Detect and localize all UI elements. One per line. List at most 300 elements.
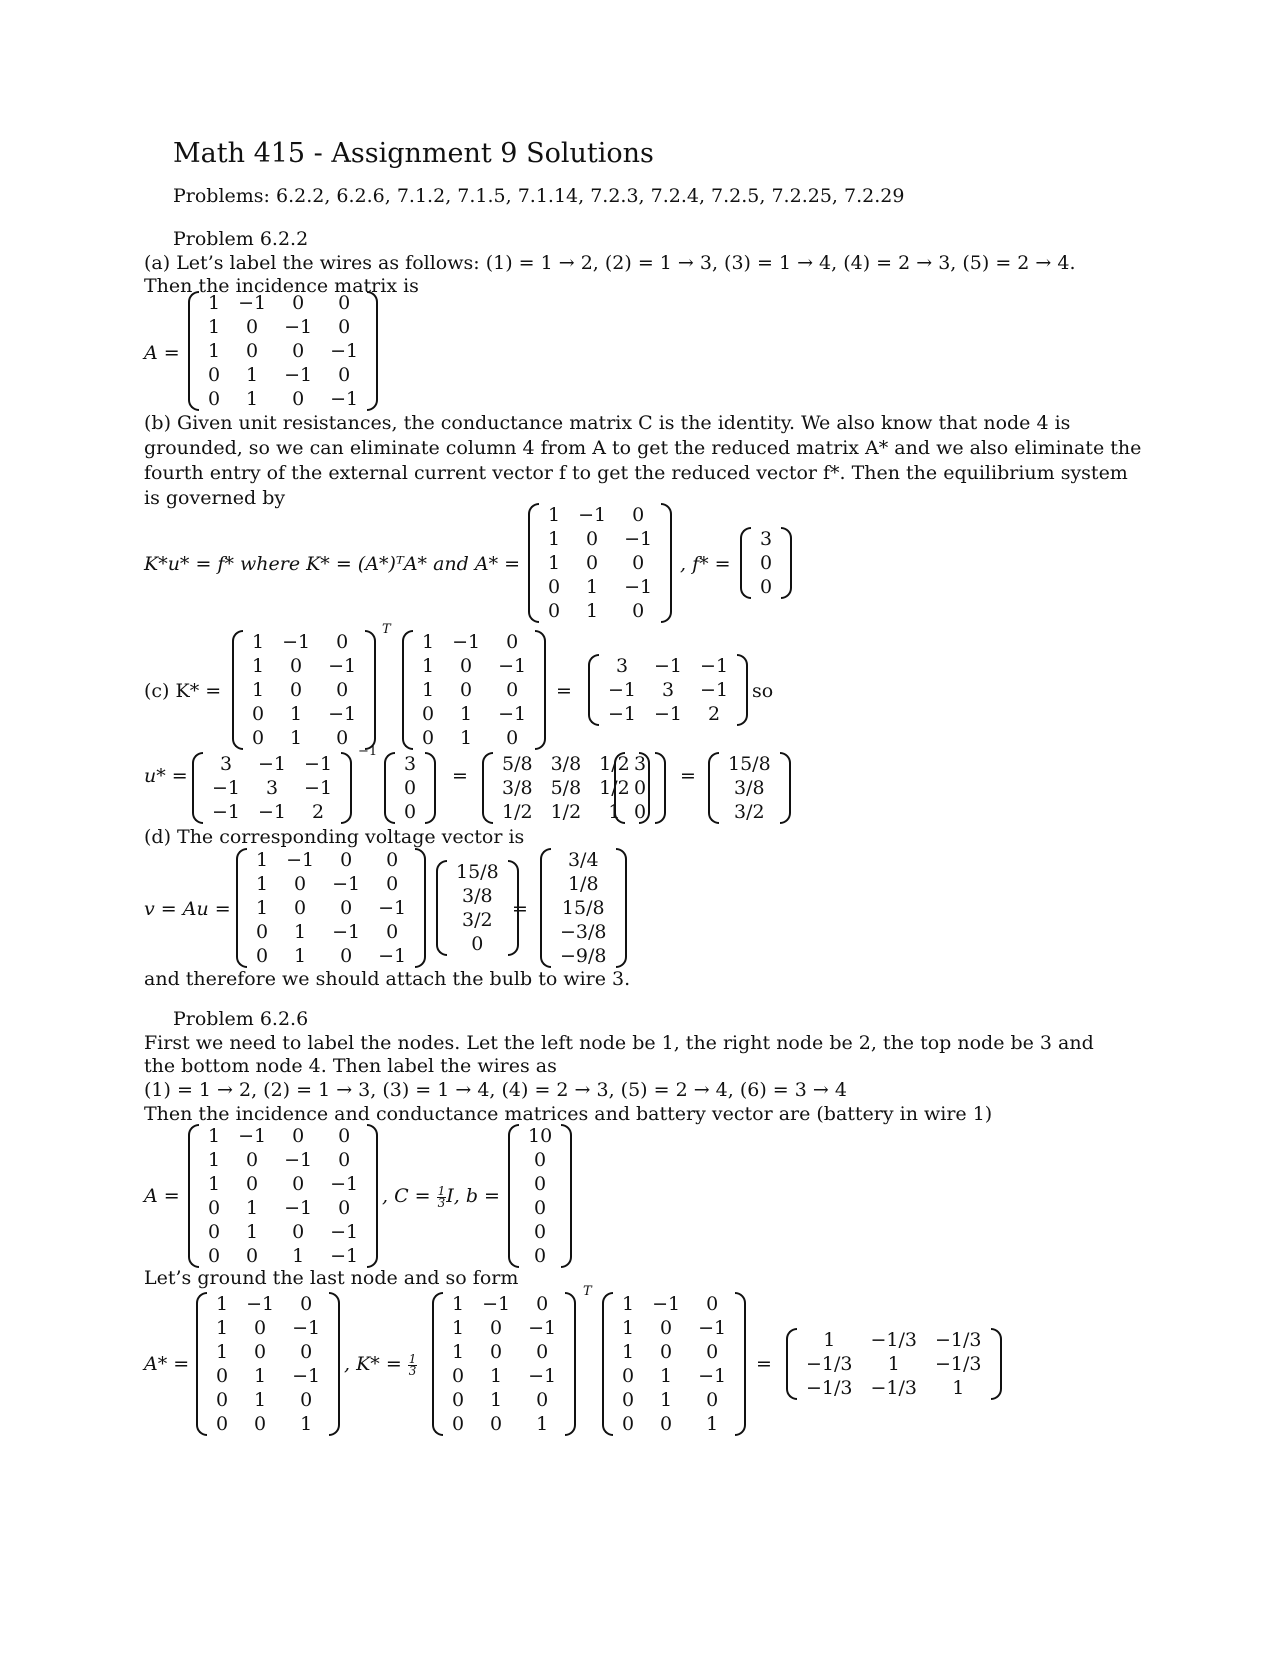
one-third-fraction: $\frac{1}{3}$	[408, 1351, 417, 1378]
matrix-entry: 0	[660, 1413, 673, 1435]
matrix-entry: −1	[258, 753, 287, 775]
matrix-entry: 0	[586, 528, 599, 550]
matrix-entry: −1	[332, 921, 361, 943]
matrix-entry: 0	[256, 945, 269, 967]
matrix-entry: 0	[660, 1317, 673, 1339]
problem-626-heading: Problem 6.2.6	[173, 1008, 309, 1030]
matrix-entry: 1	[300, 1413, 313, 1435]
matrix-entry: 1	[622, 1317, 635, 1339]
matrix-entry: 2	[707, 703, 721, 725]
matrix-entry: 1	[256, 873, 269, 895]
p626-line3: (1) = 1 → 2, (2) = 1 → 3, (3) = 1 → 4, (4) = 2 → 3, (5) = 2 → 4, (6) = 3 → 4	[144, 1079, 847, 1101]
matrix-entry: 0	[622, 1389, 635, 1411]
matrix-entry: −1	[332, 873, 361, 895]
p626-Kstar-Astar-2	[602, 1292, 746, 1436]
right-bracket	[991, 1328, 1002, 1400]
matrix-entry: −1	[528, 1317, 557, 1339]
matrix-entry: 0	[246, 340, 259, 362]
left-bracket	[482, 752, 493, 824]
matrix-entry: −1	[608, 679, 637, 701]
matrix-entry: 0	[460, 655, 473, 677]
left-bracket	[196, 1292, 207, 1436]
matrix-entry: 0	[706, 1293, 719, 1315]
p626-Kstar-label	[344, 1352, 417, 1377]
left-bracket	[614, 752, 625, 824]
matrix-entry: 0	[290, 679, 303, 701]
p626-A-label: A =	[144, 1185, 180, 1207]
matrix-entry: 1	[452, 1317, 465, 1339]
matrix-entry: 2	[311, 801, 325, 823]
left-bracket	[508, 1124, 519, 1268]
matrix-entry: 0	[386, 921, 399, 943]
matrix-entry: 1	[256, 897, 269, 919]
matrix-entry: −1	[330, 1221, 359, 1243]
matrix-entry: 15/8	[728, 753, 771, 775]
matrix-entry: 0	[404, 777, 417, 799]
transpose-mark: T	[382, 622, 391, 637]
matrix-entry: 1	[246, 364, 259, 386]
matrix-entry: 1/2	[599, 753, 630, 775]
matrix-entry: −1	[304, 777, 333, 799]
matrix-entry: 0	[506, 679, 519, 701]
matrix-entry: 1	[460, 727, 473, 749]
p622-so: so	[752, 680, 774, 702]
matrix-entry: 1	[823, 1329, 836, 1351]
matrix-entry: 1	[294, 945, 307, 967]
p622-b-text: (b) Given unit resistances, the conductance matrix C is the identity. We also know that node 4 is grounded, so we can eliminate column 4 from A to get the reduced matrix A* and we also eliminate the fourth entry of the external current vector f to get the reduced vector f*. Then the equilibrium system is governed by	[144, 412, 1142, 509]
p622-a-line1: (a) Let’s label the wires as follows: (1) = 1 → 2, (2) = 1 → 3, (3) = 1 → 4, (4) = 2 → 3, (5) = 2 → 4.	[144, 252, 1076, 274]
p622-matrix-Astar	[528, 503, 672, 623]
matrix-entry: 0	[292, 340, 305, 362]
matrix-entry: −1	[498, 703, 527, 725]
matrix-entry: −1	[292, 1317, 321, 1339]
p626-ground-line: Let’s ground the last node and so form	[144, 1267, 519, 1289]
matrix-entry: 1	[452, 1341, 465, 1363]
matrix-entry: 0	[208, 1197, 221, 1219]
matrix-entry: −3/8	[560, 921, 607, 943]
matrix-entry: 0	[208, 1221, 221, 1243]
matrix-entry: 0	[534, 1221, 547, 1243]
matrix-entry: 15/8	[561, 897, 605, 919]
p626-matrix-K	[786, 1328, 1002, 1400]
matrix-entry: 0	[632, 504, 645, 526]
matrix-entry: 0	[760, 552, 773, 574]
matrix-entry: −1	[330, 1245, 359, 1267]
matrix-entry: 1	[246, 1197, 259, 1219]
one-third-fraction: $\frac{1}{3}$	[437, 1183, 446, 1210]
matrix-entry: −9/8	[560, 945, 607, 967]
matrix-entry: 1	[208, 1149, 221, 1171]
matrix-entry: −1	[654, 655, 683, 677]
matrix-entry: 3/8	[550, 753, 582, 775]
matrix-entry: 1	[608, 801, 621, 823]
p626-Astar-label: A* =	[144, 1353, 190, 1375]
matrix-entry: 3/8	[502, 777, 533, 799]
right-bracket	[735, 1292, 746, 1436]
matrix-entry: −1	[608, 703, 637, 725]
matrix-entry: 0	[340, 945, 353, 967]
matrix-entry: 0	[254, 1317, 267, 1339]
matrix-entry: −1	[238, 1125, 267, 1147]
matrix-entry: 3	[615, 655, 629, 677]
matrix-entry: 0	[506, 631, 519, 653]
matrix-entry: 0	[294, 873, 307, 895]
right-bracket	[781, 527, 792, 599]
matrix-entry: 0	[246, 1149, 259, 1171]
matrix-entry: 1	[254, 1389, 267, 1411]
matrix-entry: 0	[216, 1365, 229, 1387]
p626-line2: the bottom node 4. Then label the wires as	[144, 1055, 557, 1077]
left-bracket	[188, 291, 199, 411]
p622-closing: and therefore we should attach the bulb to wire 3.	[144, 968, 631, 990]
right-bracket	[616, 848, 627, 968]
matrix-entry: 1	[452, 1293, 465, 1315]
p622-fstar-label: , f* =	[680, 553, 731, 575]
matrix-entry: −1	[284, 316, 313, 338]
matrix-entry: 0	[294, 897, 307, 919]
left-bracket	[740, 527, 751, 599]
matrix-entry: 0	[338, 1197, 351, 1219]
matrix-entry: 0	[256, 921, 269, 943]
matrix-entry: 0	[216, 1389, 229, 1411]
matrix-entry: 1	[586, 600, 599, 622]
matrix-entry: 0	[422, 703, 435, 725]
matrix-entry: 1	[622, 1341, 635, 1363]
p622-u-f	[384, 752, 436, 824]
matrix-entry: 3/8	[462, 885, 493, 907]
matrix-entry: 3/8	[734, 777, 765, 799]
matrix-entry: 0	[254, 1413, 267, 1435]
matrix-entry: −1	[624, 528, 653, 550]
matrix-entry: 3/4	[567, 849, 599, 871]
left-bracket	[232, 630, 243, 750]
matrix-entry: −1	[258, 801, 287, 823]
matrix-entry: −1	[284, 364, 313, 386]
matrix-entry: −1/3	[935, 1329, 982, 1351]
matrix-entry: 0	[706, 1389, 719, 1411]
p626-matrix-A	[188, 1124, 378, 1268]
matrix-entry: −1/3	[870, 1377, 917, 1399]
matrix-entry: 1	[294, 921, 307, 943]
equals-sign: =	[756, 1353, 772, 1375]
matrix-entry: 3	[760, 528, 773, 550]
left-bracket	[192, 752, 203, 824]
matrix-entry: −1	[304, 753, 333, 775]
equals-sign: =	[452, 765, 468, 787]
matrix-entry: 3/2	[734, 801, 765, 823]
p622-u-f2	[614, 752, 666, 824]
matrix-entry: 0	[336, 631, 349, 653]
matrix-entry: 3	[219, 753, 233, 775]
matrix-entry: −1	[698, 1317, 727, 1339]
matrix-entry: 10	[528, 1125, 553, 1147]
matrix-entry: −1	[378, 945, 407, 967]
matrix-entry: 1	[548, 552, 561, 574]
matrix-entry: 0	[506, 727, 519, 749]
matrix-entry: −1	[498, 655, 527, 677]
right-bracket	[561, 1124, 572, 1268]
right-bracket	[367, 291, 378, 411]
p622-ustar	[708, 752, 791, 824]
p622-d-line: (d) The corresponding voltage vector is	[144, 826, 525, 848]
matrix-entry: 0	[300, 1341, 313, 1363]
matrix-entry: 0	[490, 1317, 503, 1339]
transpose-mark: T	[583, 1284, 592, 1299]
p622-eq-line: K*u* = f* where K* = (A*)ᵀA* and A* =	[144, 553, 521, 575]
matrix-entry: 0	[254, 1341, 267, 1363]
matrix-entry: 1	[422, 655, 435, 677]
matrix-entry: −1	[330, 340, 359, 362]
matrix-entry: −1	[328, 655, 357, 677]
matrix-entry: 0	[208, 1245, 221, 1267]
matrix-entry: 0	[292, 388, 305, 410]
C-label-pre: , C =	[382, 1185, 437, 1207]
matrix-entry: −1	[212, 777, 241, 799]
matrix-entry: 0	[300, 1389, 313, 1411]
matrix-entry: 1	[536, 1413, 549, 1435]
matrix-entry: −1	[330, 1173, 359, 1195]
left-bracket	[588, 654, 599, 726]
matrix-entry: 0	[336, 679, 349, 701]
left-bracket	[402, 630, 413, 750]
p622-u-label: u* =	[144, 765, 188, 787]
matrix-entry: 1	[422, 631, 435, 653]
equals-sign: =	[556, 680, 572, 702]
p626-vector-b	[508, 1124, 572, 1268]
right-bracket	[367, 1124, 378, 1268]
matrix-entry: −1/3	[806, 1377, 853, 1399]
matrix-entry: 1	[290, 727, 303, 749]
matrix-entry: −1	[246, 1293, 275, 1315]
Kstar-label-text: , K* =	[344, 1353, 402, 1375]
matrix-entry: 0	[216, 1413, 229, 1435]
left-bracket	[236, 848, 247, 968]
p622-a-line2: Then the incidence matrix is	[144, 275, 419, 297]
p622-c-Astar-1	[232, 630, 376, 750]
matrix-entry: 1/2	[502, 801, 533, 823]
matrix-entry: 1	[208, 1125, 221, 1147]
left-bracket	[786, 1328, 797, 1400]
matrix-entry: 5/8	[502, 753, 533, 775]
matrix-entry: 0	[490, 1341, 503, 1363]
matrix-entry: 0	[634, 801, 647, 823]
matrix-entry: 3/2	[462, 909, 493, 931]
p622-v-A	[236, 848, 426, 968]
p622-c-Astar-2	[402, 630, 546, 750]
matrix-entry: 1	[660, 1389, 673, 1411]
right-bracket	[365, 630, 376, 750]
matrix-entry: 0	[246, 316, 259, 338]
matrix-entry: 0	[622, 1413, 635, 1435]
right-bracket	[415, 848, 426, 968]
equals-sign: =	[512, 898, 528, 920]
matrix-entry: 3	[265, 777, 279, 799]
matrix-entry: 0	[536, 1341, 549, 1363]
matrix-entry: 0	[292, 292, 305, 314]
matrix-entry: 0	[252, 727, 265, 749]
matrix-entry: 1	[208, 292, 221, 314]
matrix-entry: 0	[632, 600, 645, 622]
matrix-entry: 0	[338, 364, 351, 386]
matrix-entry: 1	[290, 703, 303, 725]
matrix-entry: −1	[578, 504, 607, 526]
matrix-entry: 1	[292, 1245, 305, 1267]
matrix-entry: −1	[212, 801, 241, 823]
matrix-entry: −1	[284, 1149, 313, 1171]
matrix-entry: 0	[246, 1173, 259, 1195]
right-bracket	[535, 630, 546, 750]
matrix-entry: −1	[654, 703, 683, 725]
p622-vector-fstar	[740, 527, 792, 599]
matrix-entry: 1/8	[567, 873, 599, 895]
matrix-entry: 3	[661, 679, 675, 701]
matrix-entry: −1	[330, 388, 359, 410]
inverse-mark: −1	[358, 744, 378, 759]
matrix-entry: 0	[292, 1125, 305, 1147]
matrix-entry: −1	[292, 1365, 321, 1387]
left-bracket	[708, 752, 719, 824]
matrix-entry: 1	[252, 655, 265, 677]
right-bracket	[329, 1292, 340, 1436]
matrix-entry: 15/8	[456, 861, 499, 883]
p622-v-u	[436, 860, 519, 956]
p622-matrix-K	[588, 654, 748, 726]
matrix-entry: 1	[622, 1293, 635, 1315]
matrix-entry: −1	[652, 1293, 681, 1315]
matrix-entry: 1	[586, 576, 599, 598]
matrix-entry: 1	[216, 1317, 229, 1339]
p622-u-K	[192, 752, 352, 824]
matrix-entry: 1	[548, 504, 561, 526]
matrix-entry: 0	[336, 727, 349, 749]
matrix-entry: 1	[490, 1365, 503, 1387]
matrix-entry: −1	[286, 849, 315, 871]
matrix-entry: 1	[208, 316, 221, 338]
p622-A-label: A =	[144, 342, 180, 364]
left-bracket	[384, 752, 395, 824]
matrix-entry: 3	[634, 753, 647, 775]
matrix-entry: 0	[760, 576, 773, 598]
matrix-entry: 1	[246, 1221, 259, 1243]
right-bracket	[661, 503, 672, 623]
matrix-entry: −1/3	[935, 1353, 982, 1375]
matrix-entry: 0	[452, 1413, 465, 1435]
matrix-entry: −1	[482, 1293, 511, 1315]
matrix-entry: 0	[534, 1245, 547, 1267]
matrix-entry: 0	[452, 1365, 465, 1387]
matrix-entry: −1	[282, 631, 311, 653]
matrix-entry: 1	[246, 388, 259, 410]
matrix-entry: 0	[706, 1341, 719, 1363]
matrix-entry: 0	[252, 703, 265, 725]
right-bracket	[341, 752, 352, 824]
matrix-entry: 0	[471, 933, 484, 955]
matrix-entry: 0	[338, 1125, 351, 1147]
matrix-entry: 1	[660, 1365, 673, 1387]
p622-c-label: (c) K* =	[144, 680, 222, 702]
matrix-entry: 0	[536, 1293, 549, 1315]
matrix-entry: 0	[292, 1221, 305, 1243]
matrix-entry: 0	[340, 897, 353, 919]
right-bracket	[655, 752, 666, 824]
matrix-entry: 1	[256, 849, 269, 871]
left-bracket	[528, 503, 539, 623]
left-bracket	[540, 848, 551, 968]
problems-list: Problems: 6.2.2, 6.2.6, 7.1.2, 7.1.5, 7.1.14, 7.2.3, 7.2.4, 7.2.5, 7.2.25, 7.2.29	[173, 185, 905, 207]
matrix-entry: 0	[404, 801, 417, 823]
left-bracket	[188, 1124, 199, 1268]
matrix-entry: 1	[887, 1353, 900, 1375]
matrix-entry: 0	[548, 600, 561, 622]
matrix-entry: 1	[254, 1365, 267, 1387]
matrix-entry: 0	[208, 388, 221, 410]
matrix-entry: 1/2	[599, 777, 630, 799]
p626-matrix-Astar	[196, 1292, 340, 1436]
matrix-entry: 1	[252, 679, 265, 701]
matrix-entry: 0	[660, 1341, 673, 1363]
matrix-entry: −1	[378, 897, 407, 919]
matrix-entry: 1	[706, 1413, 719, 1435]
matrix-entry: 1	[252, 631, 265, 653]
matrix-entry: 1	[548, 528, 561, 550]
matrix-entry: −1	[284, 1197, 313, 1219]
matrix-entry: 0	[246, 1245, 259, 1267]
p626-line4: Then the incidence and conductance matrices and battery vector are (battery in wire 1)	[144, 1103, 993, 1125]
matrix-entry: 0	[534, 1173, 547, 1195]
p626-line1: First we need to label the nodes. Let the left node be 1, the right node be 2, the top node be 3 and	[144, 1032, 1094, 1054]
matrix-entry: 0	[586, 552, 599, 574]
matrix-entry: −1	[452, 631, 481, 653]
matrix-entry: 0	[290, 655, 303, 677]
matrix-entry: 1/2	[550, 801, 582, 823]
matrix-entry: 1	[216, 1341, 229, 1363]
matrix-entry: 0	[534, 1197, 547, 1219]
matrix-entry: 0	[622, 1365, 635, 1387]
matrix-entry: 0	[460, 679, 473, 701]
matrix-entry: 0	[300, 1293, 313, 1315]
problem-622-heading: Problem 6.2.2	[173, 228, 309, 250]
equals-sign: =	[680, 765, 696, 787]
page-title: Math 415 - Assignment 9 Solutions	[173, 138, 654, 169]
matrix-entry: 0	[338, 1149, 351, 1171]
p622-v-label: v = Au =	[144, 898, 231, 920]
matrix-entry: 0	[386, 873, 399, 895]
matrix-entry: −1	[238, 292, 267, 314]
matrix-entry: −1/3	[870, 1329, 917, 1351]
matrix-entry: −1	[624, 576, 653, 598]
matrix-entry: −1	[700, 679, 729, 701]
right-bracket	[425, 752, 436, 824]
left-bracket	[436, 860, 447, 956]
matrix-entry: 0	[292, 1173, 305, 1195]
matrix-entry: 0	[338, 292, 351, 314]
left-bracket	[432, 1292, 443, 1436]
matrix-entry: 5/8	[550, 777, 582, 799]
matrix-entry: 0	[386, 849, 399, 871]
matrix-entry: 0	[548, 576, 561, 598]
matrix-entry: 0	[208, 364, 221, 386]
matrix-entry: 0	[338, 316, 351, 338]
matrix-entry: 1	[422, 679, 435, 701]
p626-C-label	[382, 1184, 500, 1209]
right-bracket	[780, 752, 791, 824]
matrix-entry: 1	[460, 703, 473, 725]
matrix-entry: −1/3	[806, 1353, 853, 1375]
matrix-entry: 3	[404, 753, 417, 775]
left-bracket	[602, 1292, 613, 1436]
matrix-entry: 0	[534, 1149, 547, 1171]
matrix-entry: −1	[700, 655, 729, 677]
